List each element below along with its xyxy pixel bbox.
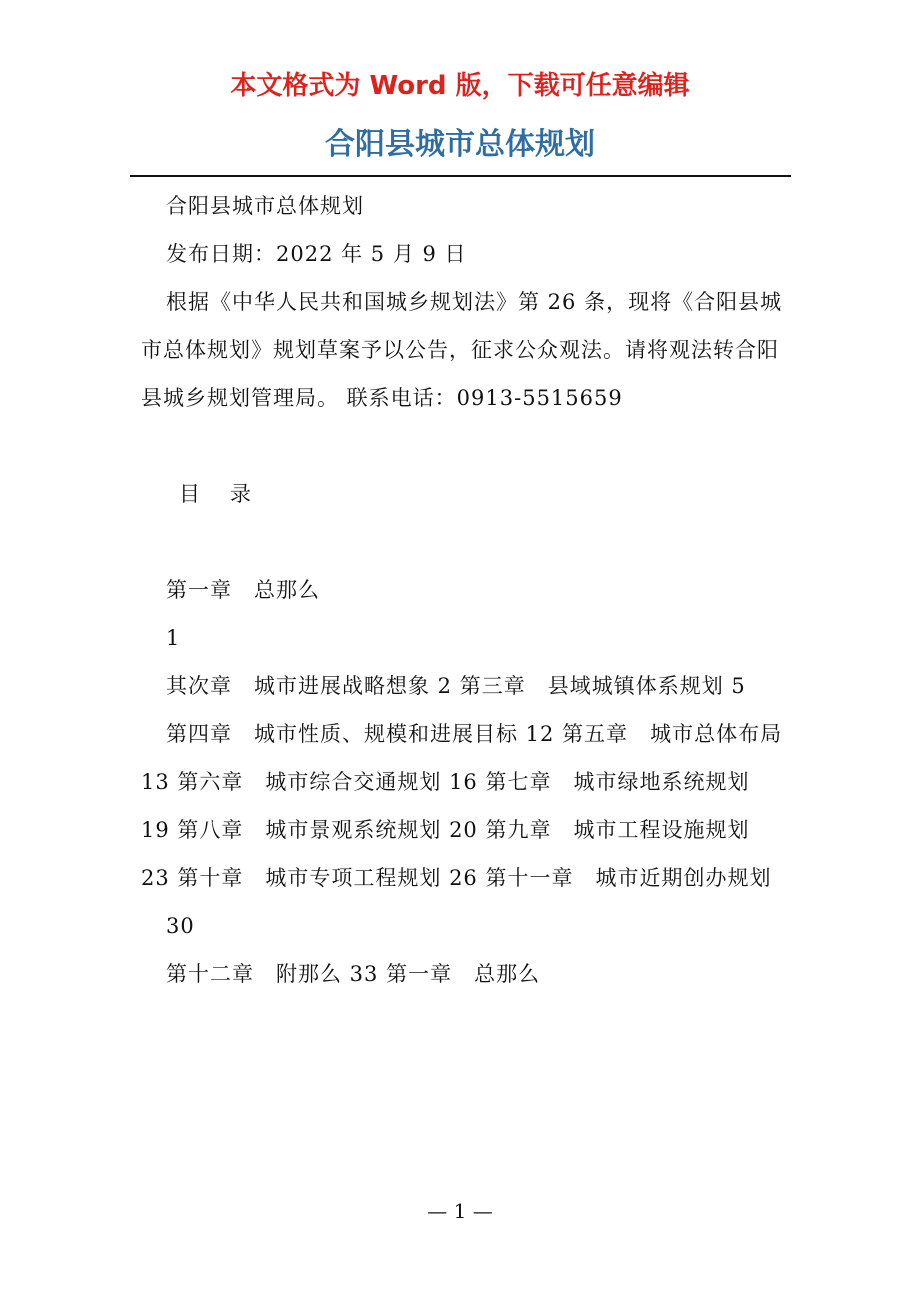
body-heading: 合阳县城市总体规划 [166, 194, 364, 218]
publish-date: 发布日期：2022 年 5 月 9 日 [166, 242, 467, 266]
download-banner: 本文格式为 Word 版，下载可任意编辑 [230, 71, 690, 101]
toc-entry: 其次章 城市进展战略想象 2 第三章 县域城镇体系规划 5 [166, 674, 746, 698]
blank-line [141, 518, 783, 566]
document-body [141, 182, 783, 998]
toc-heading [141, 470, 783, 518]
document-title: 合阳县城市总体规划 [325, 127, 595, 162]
toc-entry: 第四章 城市性质、规模和进展目标 12 第五章 城市总体布局 13 第六章 城市综合交通规划 16 第七章 城市绿地系统规划 19 第八章 城市景观系统规划 20 第九章 城市工程设施规划 23 第十章 城市专项工程规划 26 第十一章 城市近期创办规划 [141, 722, 783, 890]
notice-paragraph: 根据《中华人民共和国城乡规划法》第 26 条，现将《合阳县城市总体规划》规划草案予以公告，征求公众观法。请将观法转合阳县城乡规划管理局。 联系电话：0913-5515659 [141, 290, 783, 410]
toc-entry: 第十二章 附那么 33 第一章 总那么 [166, 962, 541, 986]
title-divider [130, 175, 791, 177]
page-number: — 1 — [427, 1199, 493, 1223]
toc-entry: 1 [166, 626, 181, 650]
toc-heading-char: 录 [230, 482, 251, 506]
toc-entry: 第一章 总那么 [166, 578, 320, 602]
toc-heading-char: 目 [179, 482, 200, 506]
blank-line [141, 422, 783, 470]
toc-entry: 30 [166, 914, 195, 938]
